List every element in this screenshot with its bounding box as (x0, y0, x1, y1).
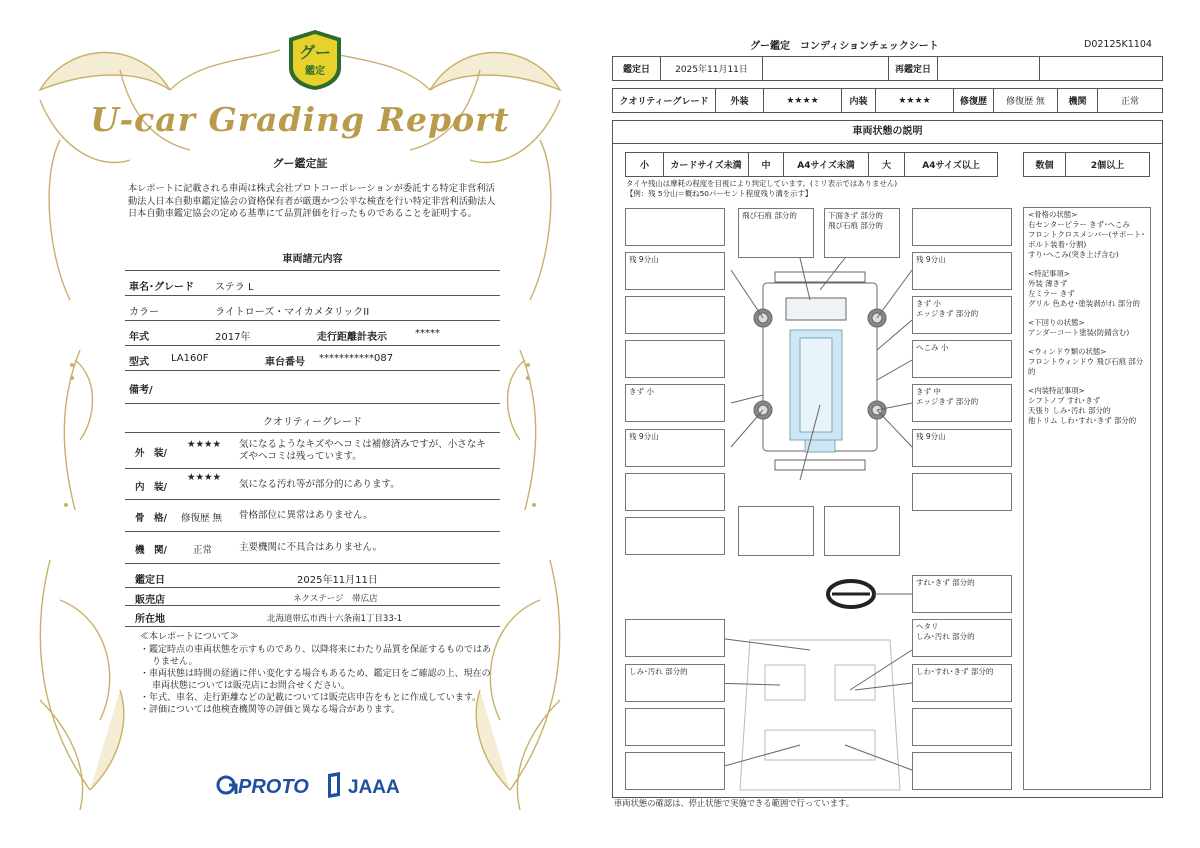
callout-text: ヘタリ しみ･汚れ 部分的 (916, 622, 975, 641)
grade-label: 内 装/ (135, 482, 167, 493)
report-notes (140, 631, 495, 716)
callout-fender-r (912, 296, 1012, 334)
blank-cell (763, 57, 889, 81)
callout-box (912, 208, 1012, 246)
callout-roof-right (824, 208, 900, 258)
engine-label: 機関 (1058, 89, 1098, 113)
info-label: 鑑定日 (135, 575, 165, 586)
callout-text: 残 9分山 (629, 432, 659, 441)
jaaa-text: JAAA (348, 777, 400, 798)
callout-text: 下面きず 部分的 飛び石痕 部分的 (828, 211, 883, 230)
size-legend-table (625, 152, 998, 177)
spec-value: ステラ L (215, 282, 254, 293)
callout-tire-fr (912, 252, 1012, 290)
spec-label: 備考/ (129, 385, 153, 396)
spec-label: 走行距離計表示 (317, 332, 387, 343)
legend-head: <下回りの状態> (1028, 318, 1085, 327)
callout-box (912, 473, 1012, 511)
spec-value: LA160F (171, 353, 209, 364)
tire-note-line: 【例：残 5分山＝概ね50パーセント程度残り溝を示す】 (626, 189, 813, 198)
sheet-title: グー鑑定 コンディションチェックシート (750, 41, 939, 52)
callout-text: きず 小 エッジきず 部分的 (916, 299, 979, 318)
condition-legend (1023, 207, 1151, 790)
callout-text: すれ･きず 部分的 (916, 578, 975, 587)
notes-list (140, 644, 495, 716)
info-value: ネクステージ 帯広店 (293, 594, 378, 604)
callout-text: 残 9分山 (916, 255, 946, 264)
legend-group (1028, 347, 1146, 377)
spec-label: 型式 (129, 357, 149, 368)
note-item: ・鑑定時点の車両状態を示すものであり、以降将来にわたり品質を保証するものではありません。 (140, 645, 492, 667)
quality-label: クオリティーグレード (613, 89, 716, 113)
interior-value: ★★★★ (876, 89, 954, 113)
callout-box (824, 506, 900, 556)
grade-desc: 主要機関に不具合はありません。 (239, 542, 383, 553)
spec-row-remarks (125, 371, 500, 404)
callout-tire-rl (625, 429, 725, 467)
grade-desc: 気になるようなキズやヘコミは補修済みですが、小さなキズやヘコミは残っています。 (239, 439, 486, 462)
grade-row-frame (125, 500, 500, 532)
spec-heading: 車両諸元内容 (282, 254, 343, 265)
certificate-body: 本レポートに記載される車両は株式会社プロトコーポレーションが委託する特定非営利活動法人日本自動車鑑定協会の資格保有者が厳選かつ公平な検査を行い特定非営利活動法人日本自動車鑑定協会の定める基準にて品質評価を行ったものであることを証明する。 (128, 183, 496, 219)
callout-side-l (625, 384, 725, 422)
callout-text: きず 小 (629, 387, 654, 396)
count-legend-table (1023, 152, 1150, 177)
callout-tire-rr (912, 429, 1012, 467)
spec-row-model (125, 346, 500, 371)
note-item: ・評価については他検査機関等の評価と異なる場合があります。 (140, 705, 401, 715)
callout-steering (912, 575, 1012, 613)
section-title: 車両状態の説明 (612, 120, 1163, 144)
legend-group (1028, 269, 1146, 309)
condition-check-sheet (600, 0, 1200, 848)
grade-value: ★★★★ (187, 472, 222, 483)
date-label: 鑑定日 (613, 57, 661, 81)
certificate-title: グー鑑定証 (272, 157, 328, 170)
legend-body: フロントウィンドウ 飛び石痕 部分的 (1028, 357, 1144, 376)
info-row-shop (125, 588, 500, 606)
grade-label: 機 関/ (135, 545, 167, 556)
blank-cell (1040, 57, 1163, 81)
callout-box (625, 296, 725, 334)
callout-text: 残 9分山 (916, 432, 946, 441)
grade-row-interior (125, 469, 500, 500)
info-row-date (125, 564, 500, 588)
spec-value: ***********087 (319, 353, 394, 364)
reappraisal-value (938, 57, 1040, 81)
legend-head: <内装特記事項> (1028, 386, 1085, 395)
spec-label: 車名･グレード (129, 282, 194, 293)
tire-note (626, 179, 897, 199)
footer-logos (216, 768, 416, 800)
callout-box (625, 517, 725, 555)
note-item: ・年式、車名、走行距離などの記載については販売店申告をもとに作成しています。 (140, 693, 482, 703)
grade-desc: 気になる汚れ等が部分的にあります。 (239, 479, 400, 490)
spec-row-name (125, 271, 500, 296)
callout-seat-l (625, 664, 725, 702)
callout-text: しわ･すれ･きず 部分的 (916, 667, 994, 676)
legend-head: <特記事項> (1028, 269, 1070, 278)
goo-appraisal-badge (285, 28, 345, 92)
spec-label: カラー (129, 307, 159, 318)
legend-body: アンダーコート塗装(防錆含む) (1028, 328, 1130, 337)
callout-tire-fl (625, 252, 725, 290)
size-large: 大 (869, 153, 905, 177)
callout-box (625, 619, 725, 657)
count-desc: 2個以上 (1066, 153, 1150, 177)
callout-box (912, 708, 1012, 746)
legend-group (1028, 210, 1146, 260)
callout-box (912, 752, 1012, 790)
quality-heading: クオリティーグレード (263, 417, 362, 428)
size-medium: 中 (749, 153, 784, 177)
grade-row-engine (125, 532, 500, 564)
callout-roof-left (738, 208, 814, 258)
callout-box (738, 506, 814, 556)
grade-value: 修復歴 無 (181, 513, 223, 524)
notes-title: ≪本レポートについて≫ (140, 632, 239, 642)
size-medium-desc: A4サイズ未満 (784, 153, 869, 177)
reappraisal-label: 再鑑定日 (889, 57, 938, 81)
legend-head: <ウィンドウ類の状態> (1028, 347, 1107, 356)
callout-text: しみ･汚れ 部分的 (629, 667, 688, 676)
callout-box (625, 473, 725, 511)
callout-box (625, 340, 725, 378)
spec-row-color (125, 296, 500, 321)
date-value: 2025年11月11日 (661, 57, 763, 81)
legend-head: <骨格の状態> (1028, 210, 1078, 219)
callout-text: 飛び石痕 部分的 (742, 211, 797, 220)
proto-text: PROTO (238, 776, 309, 798)
legend-body: シフトノブ すれ･きず 天張り しみ･汚れ 部分的 他トリム しわ･すれ･きず 部分的 (1028, 396, 1137, 425)
legend-body: 外装 薄きず 左ミラー きず グリル 色あせ･塗装剥がれ 部分的 (1028, 279, 1140, 308)
info-row-address (125, 606, 500, 627)
grade-label: 骨 格/ (135, 513, 167, 524)
grade-row-exterior (125, 433, 500, 469)
sheet-id: D02125K1104 (1084, 39, 1152, 50)
size-large-desc: A4サイズ以上 (905, 153, 998, 177)
badge-text: グー (298, 43, 332, 62)
info-value: 北海道帯広市西十六条南1丁目33-1 (267, 614, 403, 624)
interior-label: 内装 (842, 89, 876, 113)
spec-value: ライトローズ・マイカメタリックII (215, 307, 370, 318)
count-label: 数個 (1024, 153, 1066, 177)
spec-label: 車台番号 (265, 357, 305, 368)
callout-seat-r (912, 664, 1012, 702)
repair-label: 修復歴 (954, 89, 994, 113)
size-small-desc: カードサイズ未満 (664, 153, 749, 177)
callout-box (625, 708, 725, 746)
callout-text: きず 中 エッジきず 部分的 (916, 387, 979, 406)
tire-note-line: タイヤ残山は摩耗の程度を目視により判定しています。(ミリ表示ではありません) (626, 179, 898, 188)
legend-group (1028, 318, 1146, 338)
size-small: 小 (626, 153, 664, 177)
exterior-value: ★★★★ (764, 89, 842, 113)
grade-value: ★★★★ (187, 439, 222, 450)
callout-door-r (912, 340, 1012, 378)
info-label: 販売店 (135, 595, 165, 606)
repair-value: 修復歴 無 (994, 89, 1058, 113)
grade-label: 外 装/ (135, 448, 167, 459)
info-value: 2025年11月11日 (297, 575, 378, 586)
callout-dash (912, 619, 1012, 657)
badge-subtext: 鑑定 (305, 66, 325, 77)
date-table (612, 56, 1163, 81)
proto-logo (218, 776, 309, 798)
spec-value: 2017年 (215, 332, 251, 343)
callout-rear-r (912, 384, 1012, 422)
sheet-footer: 車両状態の確認は、停止状態で実施できる範囲で行っています。 (614, 798, 854, 808)
callout-text: 残 9分山 (629, 255, 659, 264)
callout-text: へこみ 小 (916, 343, 949, 352)
spec-value: ***** (415, 328, 440, 339)
grade-value: 正常 (193, 545, 213, 556)
script-title: U-car Grading Report (90, 100, 510, 139)
spec-row-year (125, 321, 500, 346)
legend-group (1028, 386, 1146, 426)
grade-desc: 骨格部位に異常はありません。 (239, 510, 373, 521)
info-label: 所在地 (135, 614, 165, 625)
jaaa-logo (328, 772, 400, 798)
note-item: ・車両状態は時間の経過に伴い変化する場合もあるため、鑑定日をご確認の上、現在の車両状態については販売店にお問合せください。 (140, 669, 491, 691)
callout-box (625, 208, 725, 246)
grade-table (612, 88, 1163, 113)
exterior-label: 外装 (716, 89, 764, 113)
callout-box (625, 752, 725, 790)
spec-label: 年式 (129, 332, 149, 343)
legend-body: 右センターピラー きず･へこみ フロントクロスメンバー(サポート･ボルト装着･分割) すり･へこみ(突き上げ含む) (1028, 220, 1145, 259)
engine-value: 正常 (1098, 89, 1163, 113)
